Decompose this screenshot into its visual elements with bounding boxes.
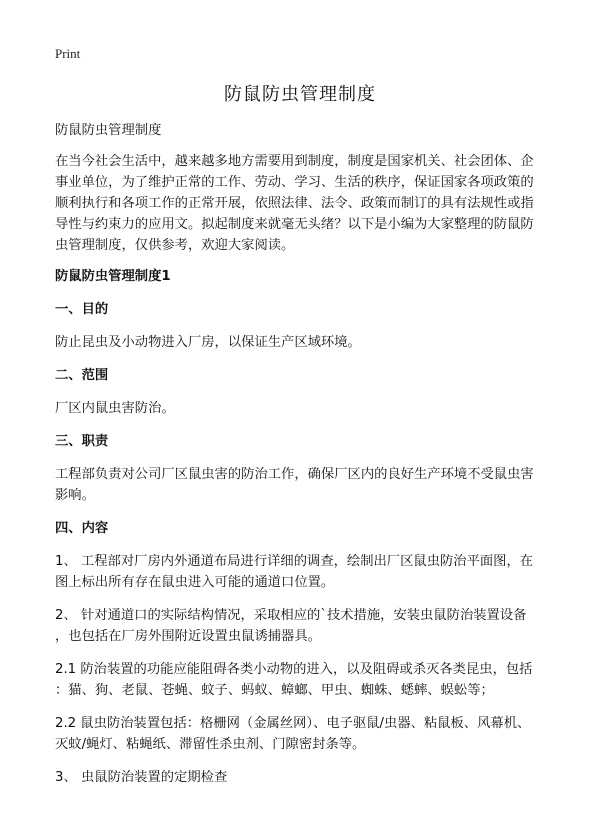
heading-purpose: 一、目的 xyxy=(55,302,109,317)
text-line: 影响。 xyxy=(55,488,95,503)
heading-content: 四、内容 xyxy=(55,521,109,536)
text-line: ，也包括在厂房外围附近设置虫鼠诱捕器具。 xyxy=(55,629,321,644)
print-label[interactable]: Print xyxy=(55,46,81,61)
document-body xyxy=(55,120,555,800)
text-line: ：猫、狗、老鼠、苍蝇、蚊子、蚂蚁、蟑螂、甲虫、蜘蛛、蟋蟀、蜈蚣等； xyxy=(55,683,494,698)
list-item-2 xyxy=(55,605,555,647)
list-item-2-2 xyxy=(55,713,555,755)
intro-paragraph xyxy=(55,151,555,256)
text-line: 灭蚊/蝇灯、粘蝇纸、滞留性杀虫剂、门隙密封条等。 xyxy=(55,737,366,752)
text-line: 2.1 防治装置的功能应能阻碍各类小动物的进入，以及阻碍或杀灭各类昆虫，包括 xyxy=(55,662,533,677)
heading-scope: 二、范围 xyxy=(55,368,109,383)
text-line: 1、 工程部对厂房内外通道布局进行详细的调查，绘制出厂区鼠虫防治平面图，在 xyxy=(55,554,534,569)
text-line: 2、 针对通道口的实际结构情况，采取相应的`技术措施，安装虫鼠防治装置设备 xyxy=(55,608,527,623)
intro-line: 虫管理制度，仅供参考，欢迎大家阅读。 xyxy=(55,238,295,253)
list-item-3: 3、 虫鼠防治装置的定期检查 xyxy=(55,770,228,785)
text-line: 2.2 鼠虫防治装置包括：格栅网（金属丝网）、电子驱鼠/虫器、粘鼠板、风幕机、 xyxy=(55,716,531,731)
section-heading: 防鼠防虫管理制度1 xyxy=(55,269,171,284)
text-line: 图上标出所有存在鼠虫进入可能的通道口位置。 xyxy=(55,575,335,590)
paragraph-responsibility xyxy=(55,464,555,506)
subtitle: 防鼠防虫管理制度 xyxy=(55,123,162,138)
text-line: 工程部负责对公司厂区鼠虫害的防治工作，确保厂区内的良好生产环境不受鼠虫害 xyxy=(55,467,534,482)
list-item-1 xyxy=(55,551,555,593)
list-item-2-1 xyxy=(55,659,555,701)
heading-responsibility: 三、职责 xyxy=(55,434,109,449)
intro-line: 顺利执行和各项工作的正常开展，依照法律、法令、政策而制订的具有法规性或指 xyxy=(55,196,534,211)
paragraph-scope: 厂区内鼠虫害防治。 xyxy=(55,401,175,416)
intro-line: 导性与约束力的应用文。拟起制度来就毫无头绪？以下是小编为大家整理的防鼠防 xyxy=(55,217,534,232)
page-title: 防鼠防虫管理制度 xyxy=(224,84,376,105)
intro-line: 在当今社会生活中，越来越多地方需要用到制度，制度是国家机关、社会团体、企 xyxy=(55,154,534,169)
intro-line: 事业单位，为了维护正常的工作、劳动、学习、生活的秩序，保证国家各项政策的 xyxy=(55,175,534,190)
paragraph-purpose: 防止昆虫及小动物进入厂房，以保证生产区域环境。 xyxy=(55,335,361,350)
